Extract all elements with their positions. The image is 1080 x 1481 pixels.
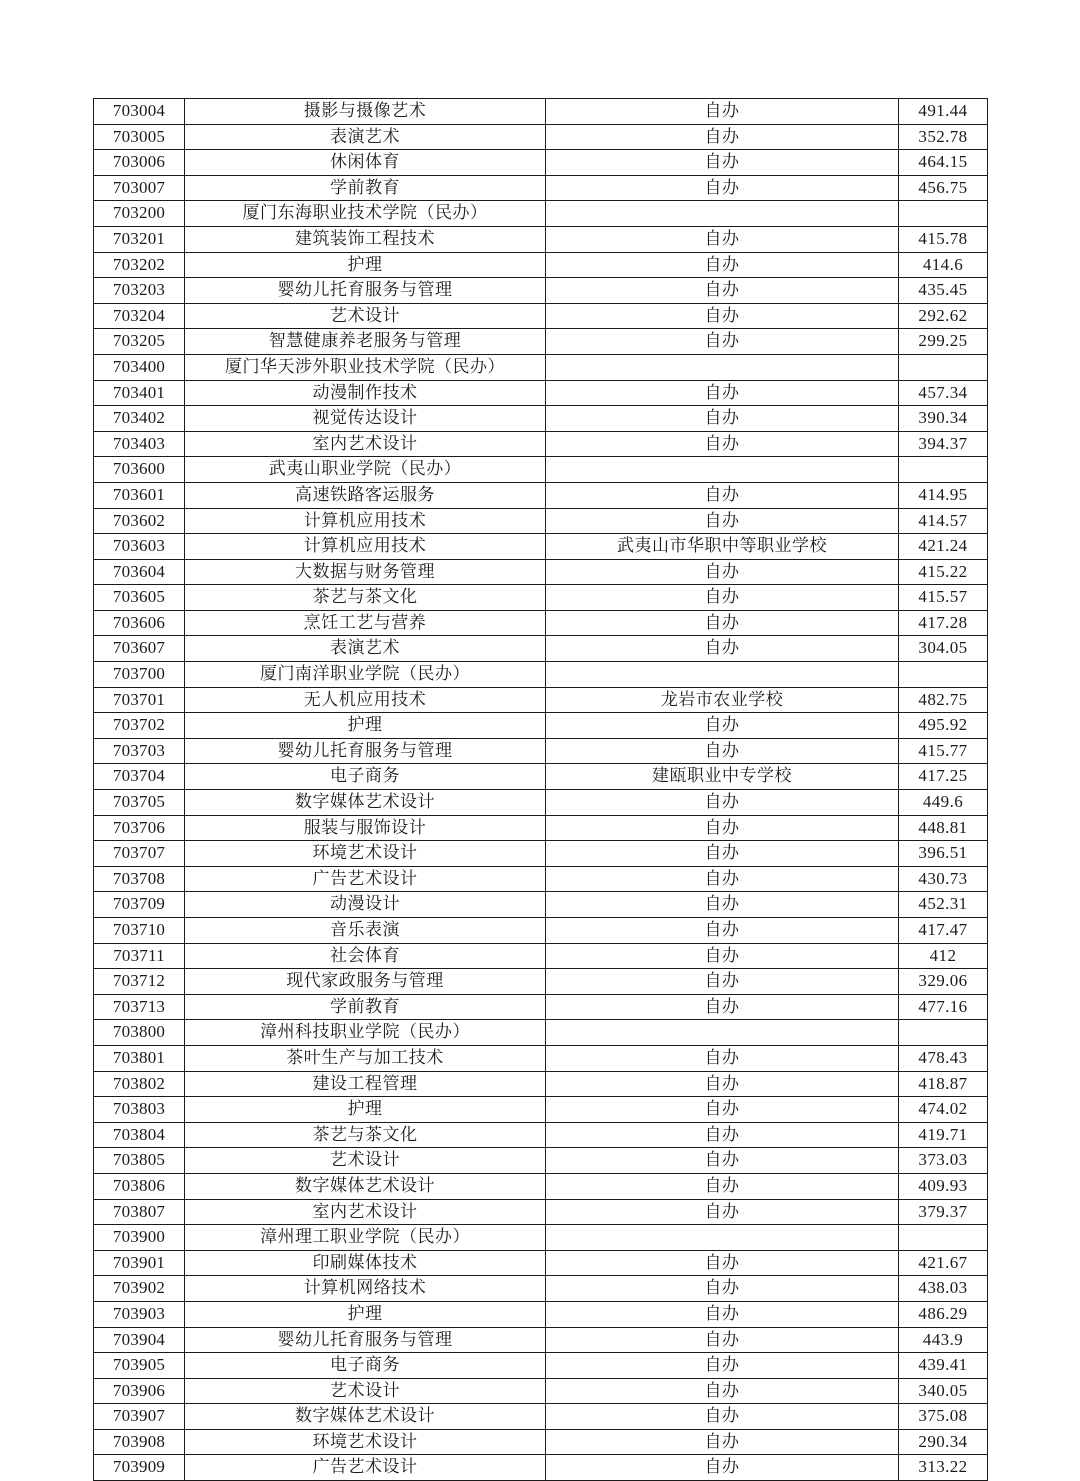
cell-institution-code: 703403 (94, 431, 185, 457)
cell-teaching-mode: 自办 (546, 918, 899, 944)
cell-institution-code: 703201 (94, 226, 185, 252)
cell-admission-score: 464.15 (899, 150, 988, 176)
cell-institution-code: 703712 (94, 969, 185, 995)
cell-admission-score: 457.34 (899, 380, 988, 406)
cell-teaching-mode: 自办 (546, 1353, 899, 1379)
cell-institution-code: 703801 (94, 1045, 185, 1071)
cell-institution-code: 703603 (94, 534, 185, 560)
cell-institution-code: 703202 (94, 252, 185, 278)
cell-admission-score: 290.34 (899, 1429, 988, 1455)
table-row (94, 1327, 988, 1353)
score-table-container (93, 98, 987, 1481)
cell-admission-score: 456.75 (899, 175, 988, 201)
cell-teaching-mode: 自办 (546, 1301, 899, 1327)
cell-admission-score: 448.81 (899, 815, 988, 841)
table-row (94, 892, 988, 918)
cell-admission-score: 414.57 (899, 508, 988, 534)
table-row (94, 457, 988, 483)
cell-teaching-mode: 自办 (546, 431, 899, 457)
cell-admission-score: 375.08 (899, 1404, 988, 1430)
cell-institution-code: 703705 (94, 790, 185, 816)
cell-institution-code: 703908 (94, 1429, 185, 1455)
cell-admission-score: 419.71 (899, 1122, 988, 1148)
table-row (94, 585, 988, 611)
table-row (94, 559, 988, 585)
cell-teaching-mode: 自办 (546, 1045, 899, 1071)
table-row (94, 1429, 988, 1455)
cell-teaching-mode: 自办 (546, 636, 899, 662)
table-row (94, 201, 988, 227)
cell-institution-code: 703401 (94, 380, 185, 406)
table-row (94, 713, 988, 739)
cell-teaching-mode: 自办 (546, 406, 899, 432)
cell-institution-code: 703701 (94, 687, 185, 713)
cell-admission-score: 474.02 (899, 1097, 988, 1123)
table-row (94, 1199, 988, 1225)
cell-teaching-mode: 自办 (546, 892, 899, 918)
cell-major-name: 婴幼儿托育服务与管理 (185, 1327, 546, 1353)
cell-institution-code: 703700 (94, 662, 185, 688)
cell-major-name: 艺术设计 (185, 1148, 546, 1174)
cell-institution-code: 703402 (94, 406, 185, 432)
cell-major-name: 婴幼儿托育服务与管理 (185, 738, 546, 764)
table-row (94, 866, 988, 892)
table-row (94, 969, 988, 995)
cell-major-name: 学前教育 (185, 994, 546, 1020)
cell-institution-code: 703007 (94, 175, 185, 201)
cell-teaching-mode: 自办 (546, 738, 899, 764)
cell-major-name: 现代家政服务与管理 (185, 969, 546, 995)
table-row (94, 99, 988, 125)
table-row (94, 380, 988, 406)
cell-institution-code: 703601 (94, 482, 185, 508)
cell-admission-score: 418.87 (899, 1071, 988, 1097)
cell-major-name: 建设工程管理 (185, 1071, 546, 1097)
cell-admission-score: 414.95 (899, 482, 988, 508)
cell-major-name: 室内艺术设计 (185, 1199, 546, 1225)
cell-major-name: 数字媒体艺术设计 (185, 1404, 546, 1430)
cell-teaching-mode: 自办 (546, 1173, 899, 1199)
cell-institution-code: 703703 (94, 738, 185, 764)
cell-major-name: 建筑装饰工程技术 (185, 226, 546, 252)
cell-teaching-mode: 自办 (546, 790, 899, 816)
cell-teaching-mode (546, 457, 899, 483)
cell-institution-code: 703904 (94, 1327, 185, 1353)
cell-admission-score: 495.92 (899, 713, 988, 739)
cell-admission-score: 412 (899, 943, 988, 969)
cell-institution-name: 漳州理工职业学院（民办） (185, 1225, 546, 1251)
cell-institution-code: 703906 (94, 1378, 185, 1404)
cell-admission-score: 329.06 (899, 969, 988, 995)
cell-major-name: 室内艺术设计 (185, 431, 546, 457)
table-row (94, 994, 988, 1020)
cell-teaching-mode: 建瓯职业中专学校 (546, 764, 899, 790)
cell-major-name: 社会体育 (185, 943, 546, 969)
cell-teaching-mode: 自办 (546, 175, 899, 201)
cell-teaching-mode: 自办 (546, 1276, 899, 1302)
cell-major-name: 服装与服饰设计 (185, 815, 546, 841)
cell-teaching-mode: 自办 (546, 610, 899, 636)
cell-teaching-mode: 自办 (546, 1148, 899, 1174)
cell-admission-score: 443.9 (899, 1327, 988, 1353)
cell-major-name: 表演艺术 (185, 636, 546, 662)
table-row (94, 610, 988, 636)
cell-major-name: 数字媒体艺术设计 (185, 790, 546, 816)
cell-teaching-mode: 武夷山市华职中等职业学校 (546, 534, 899, 560)
cell-teaching-mode: 自办 (546, 969, 899, 995)
cell-major-name: 计算机应用技术 (185, 508, 546, 534)
cell-major-name: 计算机网络技术 (185, 1276, 546, 1302)
cell-teaching-mode: 自办 (546, 278, 899, 304)
cell-teaching-mode: 自办 (546, 994, 899, 1020)
table-row (94, 1301, 988, 1327)
cell-admission-score: 409.93 (899, 1173, 988, 1199)
table-row (94, 764, 988, 790)
cell-teaching-mode: 自办 (546, 815, 899, 841)
table-row (94, 175, 988, 201)
cell-major-name: 无人机应用技术 (185, 687, 546, 713)
cell-teaching-mode: 自办 (546, 252, 899, 278)
table-row (94, 841, 988, 867)
cell-admission-score (899, 457, 988, 483)
cell-major-name: 动漫制作技术 (185, 380, 546, 406)
cell-admission-score: 292.62 (899, 303, 988, 329)
table-row (94, 150, 988, 176)
cell-admission-score: 439.41 (899, 1353, 988, 1379)
cell-admission-score: 415.78 (899, 226, 988, 252)
cell-major-name: 计算机应用技术 (185, 534, 546, 560)
cell-teaching-mode: 自办 (546, 713, 899, 739)
cell-admission-score: 304.05 (899, 636, 988, 662)
table-row (94, 226, 988, 252)
cell-major-name: 护理 (185, 252, 546, 278)
cell-institution-code: 703006 (94, 150, 185, 176)
table-row (94, 1404, 988, 1430)
table-row (94, 534, 988, 560)
cell-teaching-mode: 自办 (546, 303, 899, 329)
cell-teaching-mode: 自办 (546, 866, 899, 892)
cell-admission-score: 417.25 (899, 764, 988, 790)
table-row (94, 1173, 988, 1199)
table-row (94, 508, 988, 534)
cell-institution-name: 武夷山职业学院（民办） (185, 457, 546, 483)
cell-teaching-mode: 自办 (546, 482, 899, 508)
cell-admission-score: 482.75 (899, 687, 988, 713)
table-row (94, 790, 988, 816)
cell-major-name: 茶艺与茶文化 (185, 1122, 546, 1148)
cell-teaching-mode: 龙岩市农业学校 (546, 687, 899, 713)
cell-major-name: 护理 (185, 713, 546, 739)
table-row (94, 1097, 988, 1123)
cell-admission-score: 299.25 (899, 329, 988, 355)
cell-admission-score: 417.47 (899, 918, 988, 944)
cell-institution-name: 厦门华天涉外职业技术学院（民办） (185, 354, 546, 380)
table-row (94, 1148, 988, 1174)
cell-institution-code: 703806 (94, 1173, 185, 1199)
cell-institution-code: 703702 (94, 713, 185, 739)
cell-admission-score: 396.51 (899, 841, 988, 867)
cell-teaching-mode: 自办 (546, 1250, 899, 1276)
cell-institution-code: 703602 (94, 508, 185, 534)
cell-institution-code: 703905 (94, 1353, 185, 1379)
cell-admission-score: 430.73 (899, 866, 988, 892)
cell-institution-code: 703800 (94, 1020, 185, 1046)
cell-institution-code: 703903 (94, 1301, 185, 1327)
cell-institution-code: 703807 (94, 1199, 185, 1225)
cell-admission-score: 415.22 (899, 559, 988, 585)
cell-admission-score: 449.6 (899, 790, 988, 816)
cell-admission-score: 390.34 (899, 406, 988, 432)
cell-institution-code: 703901 (94, 1250, 185, 1276)
cell-admission-score (899, 662, 988, 688)
cell-teaching-mode: 自办 (546, 943, 899, 969)
table-row (94, 1122, 988, 1148)
cell-teaching-mode: 自办 (546, 1327, 899, 1353)
cell-teaching-mode: 自办 (546, 1378, 899, 1404)
cell-major-name: 数字媒体艺术设计 (185, 1173, 546, 1199)
cell-major-name: 高速铁路客运服务 (185, 482, 546, 508)
cell-major-name: 音乐表演 (185, 918, 546, 944)
table-row (94, 918, 988, 944)
cell-admission-score: 379.37 (899, 1199, 988, 1225)
cell-major-name: 广告艺术设计 (185, 866, 546, 892)
cell-major-name: 烹饪工艺与营养 (185, 610, 546, 636)
cell-teaching-mode: 自办 (546, 559, 899, 585)
cell-teaching-mode (546, 354, 899, 380)
table-row (94, 406, 988, 432)
cell-teaching-mode: 自办 (546, 99, 899, 125)
cell-teaching-mode: 自办 (546, 329, 899, 355)
cell-major-name: 印刷媒体技术 (185, 1250, 546, 1276)
cell-admission-score (899, 201, 988, 227)
cell-major-name: 艺术设计 (185, 1378, 546, 1404)
cell-major-name: 视觉传达设计 (185, 406, 546, 432)
cell-institution-name: 厦门南洋职业学院（民办） (185, 662, 546, 688)
cell-institution-code: 703907 (94, 1404, 185, 1430)
cell-teaching-mode: 自办 (546, 1429, 899, 1455)
cell-institution-code: 703802 (94, 1071, 185, 1097)
cell-teaching-mode (546, 662, 899, 688)
table-row (94, 1225, 988, 1251)
cell-admission-score: 478.43 (899, 1045, 988, 1071)
cell-teaching-mode: 自办 (546, 1097, 899, 1123)
cell-teaching-mode: 自办 (546, 1122, 899, 1148)
table-row (94, 1378, 988, 1404)
cell-institution-code: 703708 (94, 866, 185, 892)
table-body (94, 99, 988, 1481)
cell-institution-code: 703005 (94, 124, 185, 150)
cell-major-name: 电子商务 (185, 764, 546, 790)
cell-admission-score (899, 354, 988, 380)
cell-teaching-mode (546, 1020, 899, 1046)
cell-institution-code: 703604 (94, 559, 185, 585)
cell-teaching-mode: 自办 (546, 150, 899, 176)
cell-admission-score: 438.03 (899, 1276, 988, 1302)
cell-admission-score: 486.29 (899, 1301, 988, 1327)
table-row (94, 1455, 988, 1481)
cell-teaching-mode: 自办 (546, 124, 899, 150)
table-row (94, 1020, 988, 1046)
cell-admission-score (899, 1225, 988, 1251)
cell-institution-code: 703709 (94, 892, 185, 918)
cell-admission-score (899, 1020, 988, 1046)
cell-teaching-mode: 自办 (546, 380, 899, 406)
table-row (94, 1045, 988, 1071)
cell-admission-score: 491.44 (899, 99, 988, 125)
cell-institution-name: 漳州科技职业学院（民办） (185, 1020, 546, 1046)
cell-institution-code: 703909 (94, 1455, 185, 1481)
table-row (94, 329, 988, 355)
cell-institution-code: 703204 (94, 303, 185, 329)
cell-teaching-mode: 自办 (546, 1071, 899, 1097)
table-row (94, 636, 988, 662)
cell-institution-code: 703606 (94, 610, 185, 636)
cell-teaching-mode: 自办 (546, 1404, 899, 1430)
cell-institution-name: 厦门东海职业技术学院（民办） (185, 201, 546, 227)
table-row (94, 738, 988, 764)
cell-institution-code: 703600 (94, 457, 185, 483)
cell-institution-code: 703711 (94, 943, 185, 969)
cell-institution-code: 703900 (94, 1225, 185, 1251)
cell-major-name: 动漫设计 (185, 892, 546, 918)
table-row (94, 1276, 988, 1302)
table-row (94, 815, 988, 841)
table-row (94, 1071, 988, 1097)
cell-major-name: 护理 (185, 1097, 546, 1123)
cell-major-name: 婴幼儿托育服务与管理 (185, 278, 546, 304)
cell-admission-score: 340.05 (899, 1378, 988, 1404)
cell-admission-score: 313.22 (899, 1455, 988, 1481)
cell-major-name: 大数据与财务管理 (185, 559, 546, 585)
cell-institution-code: 703706 (94, 815, 185, 841)
cell-teaching-mode: 自办 (546, 1455, 899, 1481)
table-row (94, 1353, 988, 1379)
admission-score-table (93, 98, 988, 1481)
cell-admission-score: 477.16 (899, 994, 988, 1020)
cell-institution-code: 703200 (94, 201, 185, 227)
table-row (94, 943, 988, 969)
cell-major-name: 广告艺术设计 (185, 1455, 546, 1481)
cell-admission-score: 421.67 (899, 1250, 988, 1276)
table-row (94, 252, 988, 278)
cell-admission-score: 452.31 (899, 892, 988, 918)
cell-admission-score: 373.03 (899, 1148, 988, 1174)
cell-admission-score: 421.24 (899, 534, 988, 560)
cell-institution-code: 703704 (94, 764, 185, 790)
cell-institution-code: 703607 (94, 636, 185, 662)
table-row (94, 482, 988, 508)
cell-teaching-mode: 自办 (546, 1199, 899, 1225)
cell-admission-score: 415.57 (899, 585, 988, 611)
table-row (94, 124, 988, 150)
cell-teaching-mode (546, 201, 899, 227)
cell-major-name: 环境艺术设计 (185, 1429, 546, 1455)
table-row (94, 662, 988, 688)
cell-institution-code: 703707 (94, 841, 185, 867)
cell-institution-code: 703004 (94, 99, 185, 125)
table-row (94, 354, 988, 380)
cell-teaching-mode (546, 1225, 899, 1251)
cell-institution-code: 703400 (94, 354, 185, 380)
cell-admission-score: 415.77 (899, 738, 988, 764)
table-row (94, 687, 988, 713)
cell-institution-code: 703713 (94, 994, 185, 1020)
cell-admission-score: 352.78 (899, 124, 988, 150)
cell-teaching-mode: 自办 (546, 841, 899, 867)
cell-major-name: 艺术设计 (185, 303, 546, 329)
cell-teaching-mode: 自办 (546, 226, 899, 252)
table-row (94, 278, 988, 304)
cell-teaching-mode: 自办 (546, 508, 899, 534)
cell-major-name: 茶叶生产与加工技术 (185, 1045, 546, 1071)
cell-teaching-mode: 自办 (546, 585, 899, 611)
cell-admission-score: 414.6 (899, 252, 988, 278)
cell-major-name: 环境艺术设计 (185, 841, 546, 867)
table-row (94, 303, 988, 329)
cell-admission-score: 435.45 (899, 278, 988, 304)
cell-major-name: 学前教育 (185, 175, 546, 201)
cell-institution-code: 703804 (94, 1122, 185, 1148)
cell-institution-code: 703205 (94, 329, 185, 355)
cell-institution-code: 703902 (94, 1276, 185, 1302)
cell-major-name: 休闲体育 (185, 150, 546, 176)
cell-institution-code: 703710 (94, 918, 185, 944)
cell-institution-code: 703605 (94, 585, 185, 611)
cell-admission-score: 417.28 (899, 610, 988, 636)
cell-major-name: 茶艺与茶文化 (185, 585, 546, 611)
cell-major-name: 表演艺术 (185, 124, 546, 150)
cell-major-name: 智慧健康养老服务与管理 (185, 329, 546, 355)
cell-major-name: 电子商务 (185, 1353, 546, 1379)
table-row (94, 1250, 988, 1276)
cell-institution-code: 703203 (94, 278, 185, 304)
cell-admission-score: 394.37 (899, 431, 988, 457)
cell-institution-code: 703803 (94, 1097, 185, 1123)
table-row (94, 431, 988, 457)
cell-institution-code: 703805 (94, 1148, 185, 1174)
cell-major-name: 摄影与摄像艺术 (185, 99, 546, 125)
cell-major-name: 护理 (185, 1301, 546, 1327)
